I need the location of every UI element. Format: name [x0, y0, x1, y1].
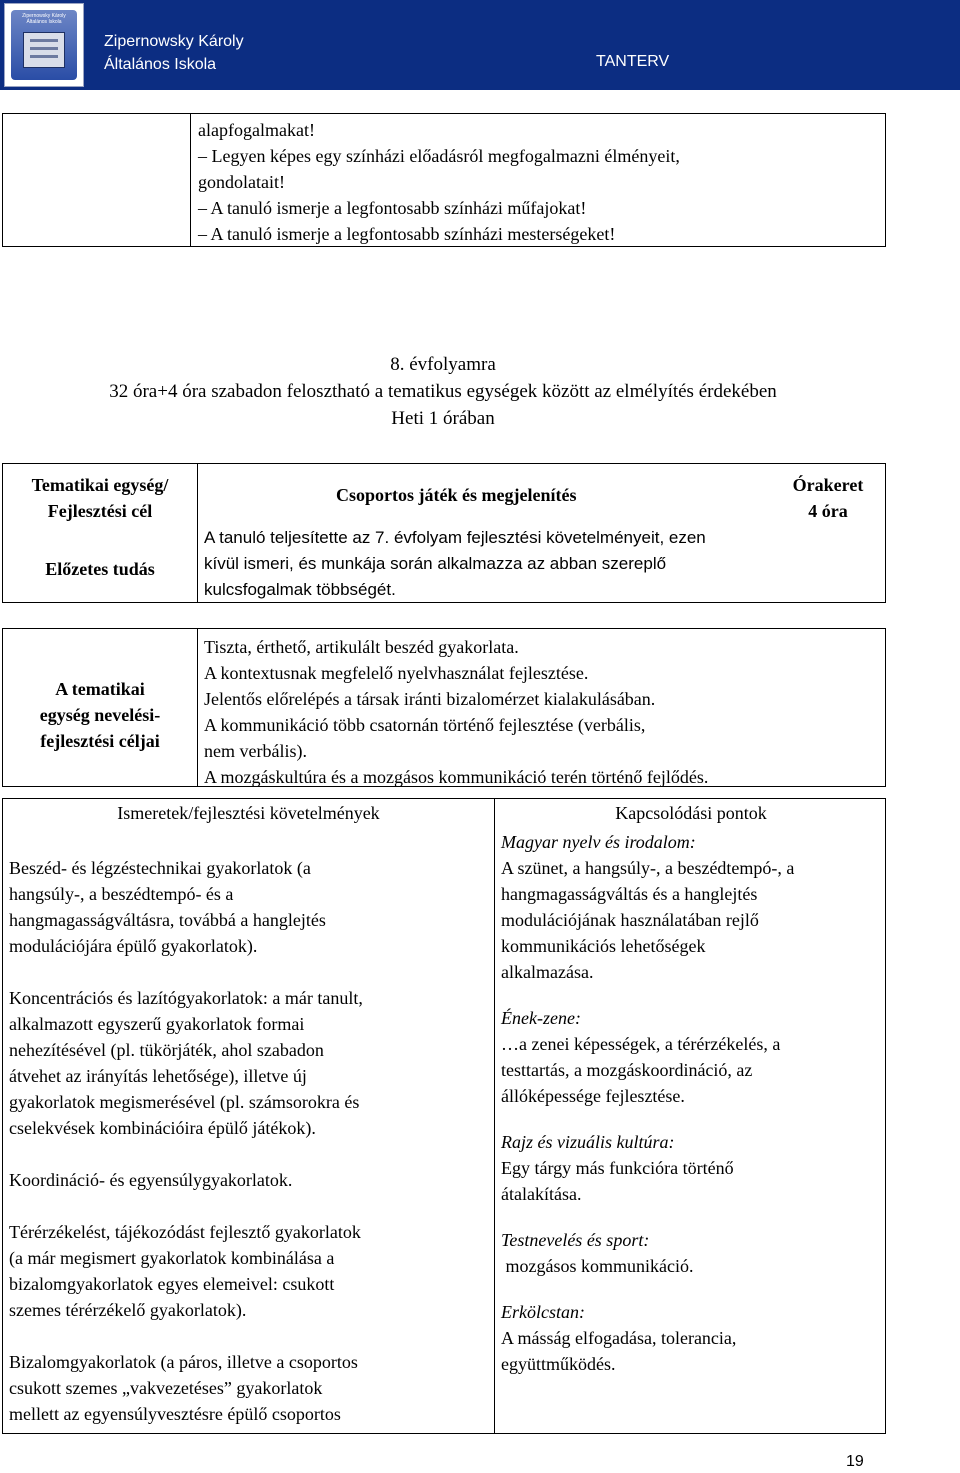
hours-frame — [773, 472, 883, 524]
goals-label-line: egység nevelési- — [39, 705, 161, 725]
school-name-line1: Zipernowsky Károly — [104, 33, 244, 50]
requirement-paragraph — [9, 1167, 489, 1193]
hours-label: Órakeret — [792, 475, 864, 495]
text-line: kommunikációs lehetőségek — [501, 936, 706, 956]
text-line: átvehet az irányítás lehetősége), illetve új — [9, 1066, 307, 1086]
text-line: – A tanuló ismerje a legfontosabb színházi műfajokat! — [198, 198, 587, 218]
text-line: átalakítása. — [501, 1184, 582, 1204]
text-line: cselekvések kombinációira épülő játékok). — [9, 1118, 316, 1138]
requirements-table — [2, 798, 886, 1434]
text-line: hangmagasságváltásra, továbbá a hanglejtés — [9, 910, 326, 930]
requirement-paragraph — [9, 1349, 489, 1427]
text-line: hangsúly-, a beszédtempó- és a — [9, 884, 234, 904]
connection-music — [501, 1005, 885, 1109]
text-line: kulcsfogalmak többségét. — [204, 580, 396, 599]
goals-text — [204, 634, 894, 790]
column-divider — [190, 114, 191, 246]
header-banner — [0, 0, 960, 90]
school-name — [104, 30, 244, 76]
connection-title: Magyar nyelv és irodalom: — [501, 832, 696, 852]
prior-knowledge-text — [204, 525, 844, 603]
topic-label — [3, 472, 197, 524]
text-line: A másság elfogadása, tolerancia, — [501, 1328, 737, 1348]
connections-header: Kapcsolódási pontok — [615, 803, 767, 823]
logo-emblem — [11, 10, 77, 80]
text-line: nem verbális). — [204, 741, 307, 761]
text-line: …a zenei képességek, a térérzékelés, a — [501, 1034, 781, 1054]
topic-label-line: Fejlesztési cél — [47, 501, 153, 521]
topic-title: Csoportos játék és megjelenítés — [336, 485, 577, 505]
text-line: mozgásos kommunikáció. — [501, 1256, 694, 1276]
text-line: alapfogalmakat! — [198, 120, 315, 140]
text-line: gondolatait! — [198, 172, 285, 192]
text-line: (a már megismert gyakorlatok kombinálása a — [9, 1248, 335, 1268]
column-divider — [197, 629, 198, 786]
connection-art — [501, 1129, 885, 1207]
text-line: A kontextusnak megfelelő nyelvhasználat fejlesztése. — [204, 663, 589, 683]
text-line: A szünet, a hangsúly-, a beszédtempó-, a — [501, 858, 795, 878]
building-icon — [23, 32, 65, 68]
text-line: hangmagasságváltás és a hanglejtés — [501, 884, 758, 904]
text-line: mellett az egyensúlyvesztésre épülő csoportos — [9, 1404, 341, 1424]
text-line: bizalomgyakorlatok egyes elemeivel: csukott — [9, 1274, 335, 1294]
text-line: csukott szemes „vakvezetéses” gyakorlatok — [9, 1378, 323, 1398]
goals-label-line: fejlesztési céljai — [40, 731, 160, 751]
requirements-list — [9, 855, 489, 1427]
text-line: testtartás, a mozgáskoordináció, az — [501, 1060, 753, 1080]
document-type: TANTERV — [596, 53, 670, 70]
text-line: Koordináció- és egyensúlygyakorlatok. — [9, 1170, 293, 1190]
connection-title: Rajz és vizuális kultúra: — [501, 1132, 675, 1152]
unit-table — [2, 463, 886, 603]
school-name-line2: Általános Iskola — [104, 56, 217, 73]
connection-hungarian — [501, 829, 885, 985]
school-logo — [4, 3, 84, 87]
connections-list — [501, 829, 885, 1397]
text-line: Beszéd- és légzéstechnikai gyakorlatok (a — [9, 858, 311, 878]
grade-heading: 8. évfolyamra — [390, 354, 496, 375]
text-line: együttműködés. — [501, 1354, 616, 1374]
requirement-paragraph — [9, 855, 489, 959]
text-line: szemes térérzékelő gyakorlatok). — [9, 1300, 247, 1320]
text-line: – A tanuló ismerje a legfontosabb színházi mesterségeket! — [198, 224, 616, 244]
requirement-paragraph — [9, 1219, 489, 1323]
goals-label — [3, 676, 197, 754]
previous-goals-box — [2, 113, 886, 247]
connection-ethics — [501, 1299, 885, 1377]
text-line: gyakorlatok megismerésével (pl. számsorokra és — [9, 1092, 360, 1112]
text-line: – Legyen képes egy színházi előadásról megfogalmazni élményeit, — [198, 146, 680, 166]
text-line: nehezítésével (pl. tükörjáték, ahol szabadon — [9, 1040, 324, 1060]
hours-heading: 32 óra+4 óra szabadon felosztható a tematikus egységek között az elmélyítés érdekében — [109, 381, 777, 402]
text-line: kívül ismeri, és munkája során alkalmazza az abban szereplő — [204, 554, 667, 573]
requirement-paragraph — [9, 985, 489, 1141]
prior-knowledge-label: Előzetes tudás — [45, 559, 155, 579]
connection-title: Testnevelés és sport: — [501, 1230, 650, 1250]
connection-title: Ének-zene: — [501, 1008, 581, 1028]
text-line: modulációjának használatában rejlő — [501, 910, 759, 930]
connection-title: Erkölcstan: — [501, 1302, 585, 1322]
goals-label-line: A tematikai — [55, 679, 145, 699]
previous-goals-text — [198, 117, 878, 247]
text-line: alkalmazása. — [501, 962, 594, 982]
text-line: Bizalomgyakorlatok (a páros, illetve a csoportos — [9, 1352, 358, 1372]
topic-label-line: Tematikai egység/ — [31, 475, 169, 495]
logo-text: Zipernowsky Károly Általános Iskola — [22, 13, 66, 25]
column-divider — [494, 799, 495, 1433]
text-line: Koncentrációs és lazítógyakorlatok: a már tanult, — [9, 988, 363, 1008]
page-number: 19 — [846, 1453, 864, 1470]
column-divider — [197, 464, 198, 602]
text-line: Jelentős előrelépés a társak iránti bizalomérzet kialakulásában. — [204, 689, 656, 709]
text-line: Tiszta, érthető, artikulált beszéd gyakorlata. — [204, 637, 519, 657]
weekly-heading: Heti 1 órában — [391, 408, 495, 429]
hours-value: 4 óra — [808, 501, 848, 521]
text-line: Egy tárgy más funkcióra történő — [501, 1158, 734, 1178]
text-line: A mozgáskultúra és a mozgásos kommunikáció terén történő fejlődés. — [204, 767, 709, 787]
text-line: Térérzékelést, tájékozódást fejlesztő gyakorlatok — [9, 1222, 361, 1242]
connection-pe — [501, 1227, 885, 1279]
text-line: modulációjára épülő gyakorlatok). — [9, 936, 258, 956]
text-line: alkalmazott egyszerű gyakorlatok formai — [9, 1014, 305, 1034]
text-line: állóképessége fejlesztése. — [501, 1086, 685, 1106]
text-line: A kommunikáció több csatornán történő fejlesztése (verbális, — [204, 715, 646, 735]
requirements-header: Ismeretek/fejlesztési követelmények — [117, 803, 380, 823]
text-line: A tanuló teljesítette az 7. évfolyam fejlesztési követelményeit, ezen — [204, 528, 706, 547]
goals-table — [2, 628, 886, 787]
